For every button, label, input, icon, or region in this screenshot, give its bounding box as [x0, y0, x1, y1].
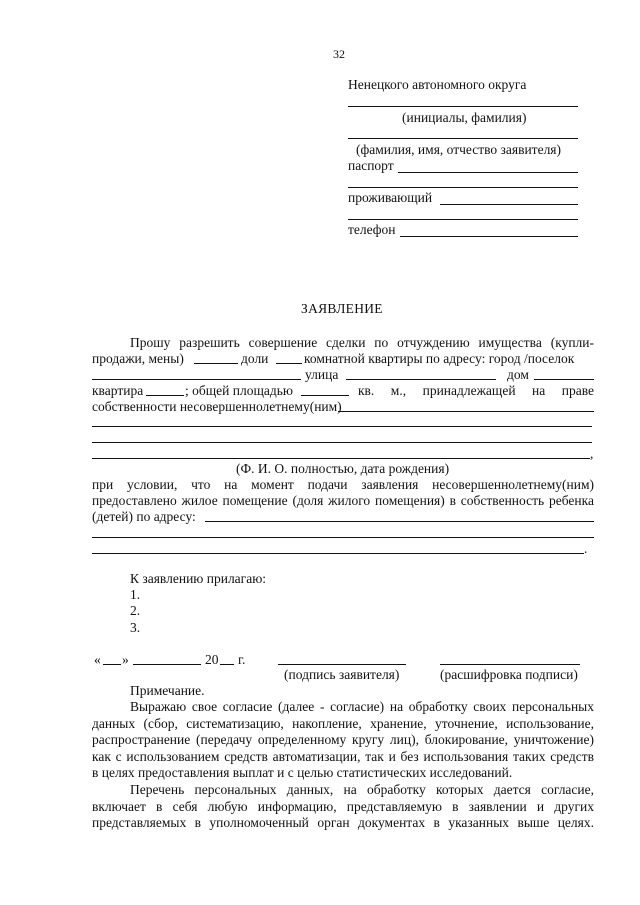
address-field — [440, 204, 578, 205]
year-prefix: 20 — [205, 652, 219, 667]
applicant-label: (фамилия, имя, отчество заявителя) — [356, 142, 562, 157]
body-line-4c: кв. м., принадлежащей на праве — [358, 383, 594, 398]
attachment-item-2: 2. — [130, 603, 141, 618]
consent-line-2: данных (сбор, систематизацию, накопление, хранение, уточнение, использование, — [92, 715, 594, 731]
consent-line-4: как с использованием средств автоматизации, так и без использования таких средств — [92, 748, 594, 764]
attachment-item-1: 1. — [130, 587, 141, 602]
owner-field-3 — [92, 442, 592, 443]
body-line-2c: комнатной квартиры по адресу: город /поселок — [304, 351, 575, 366]
residing-label: проживающий — [348, 190, 433, 205]
apartment-field — [146, 395, 184, 396]
rooms-field — [276, 363, 302, 364]
consent-line-5: в целях предоставления выплат и с целью статистических исследований. — [92, 765, 513, 780]
period: . — [584, 541, 588, 556]
data-list-paragraph — [92, 782, 594, 832]
applicant-line — [348, 138, 578, 139]
consent-line-1: Выражаю свое согласие (далее - согласие) на обработку своих персональных — [130, 699, 594, 714]
condition-line-3: (детей) по адресу: — [92, 509, 196, 524]
signature-decode-field — [440, 664, 580, 665]
passport-field — [398, 172, 578, 173]
signature-field — [278, 664, 406, 665]
child-address-field — [205, 521, 594, 522]
address-field-2 — [348, 219, 578, 220]
condition-line-2: предоставлено жилое помещение (доля жилого помещения) в собственность ребенка — [92, 493, 594, 508]
attachments-heading: К заявлению прилагаю: — [130, 571, 267, 586]
child-address-field-3 — [92, 553, 584, 554]
day-field — [103, 664, 121, 665]
body-line-3b: дом — [507, 367, 529, 382]
document-title: ЗАЯВЛЕНИЕ — [301, 301, 383, 316]
owner-field — [338, 411, 594, 412]
condition-line-1: при условии, что на момент подачи заявления несовершеннолетнему(ним) — [92, 477, 594, 492]
body-line-1: Прошу разрешить совершение сделки по отчуждению имущества (купли- — [130, 335, 594, 350]
body-line-4b: ; общей площадью — [185, 383, 293, 398]
street-field — [346, 379, 496, 380]
note-heading: Примечание. — [130, 683, 205, 698]
date-open-quote: « — [94, 652, 101, 667]
consent-line-3: распространение (передачу определенному кругу лиц), блокирование, уничтожение) — [92, 732, 594, 747]
body-line-4a: квартира — [92, 383, 144, 398]
area-field — [301, 395, 349, 396]
passport-field-2 — [348, 187, 578, 188]
child-address-field-2 — [92, 537, 594, 538]
month-field — [133, 664, 201, 665]
date-close-quote: » — [122, 652, 129, 667]
year-suffix: г. — [238, 652, 246, 667]
body-line-5: собственности несовершеннолетнему(ним) — [92, 399, 342, 414]
signature-decode-label: (расшифровка подписи) — [440, 667, 578, 682]
passport-label: паспорт — [348, 158, 394, 173]
consent-paragraph — [92, 699, 594, 782]
data-list-line-3: представляемых в уполномоченный орган документах в указанных выше целях. — [92, 815, 594, 830]
phone-label: телефон — [348, 222, 396, 237]
house-field — [534, 379, 594, 380]
fio-label: (Ф. И. О. полностью, дата рождения) — [236, 461, 450, 476]
owner-field-2 — [92, 426, 592, 427]
share-field — [194, 363, 238, 364]
district-name: Ненецкого автономного округа — [348, 77, 527, 92]
owner-field-4 — [92, 458, 590, 459]
signature-label: (подпись заявителя) — [284, 667, 400, 682]
comma: , — [590, 446, 594, 461]
page-number: 32 — [333, 47, 345, 61]
initials-label: (инициалы, фамилия) — [402, 110, 527, 125]
initials-line — [348, 106, 578, 107]
body-line-3a: улица — [305, 367, 339, 382]
phone-field — [400, 236, 578, 237]
year-field — [220, 664, 234, 665]
data-list-line-1: Перечень персональных данных, на обработку которых дается согласие, — [130, 782, 594, 797]
attachment-item-3: 3. — [130, 620, 141, 635]
city-field — [92, 379, 301, 380]
body-line-2b: доли — [241, 351, 269, 366]
body-line-2a: продажи, мены) — [92, 351, 184, 366]
data-list-line-2: включает в себя любую информацию, представляемую в заявлении и других — [92, 798, 594, 814]
